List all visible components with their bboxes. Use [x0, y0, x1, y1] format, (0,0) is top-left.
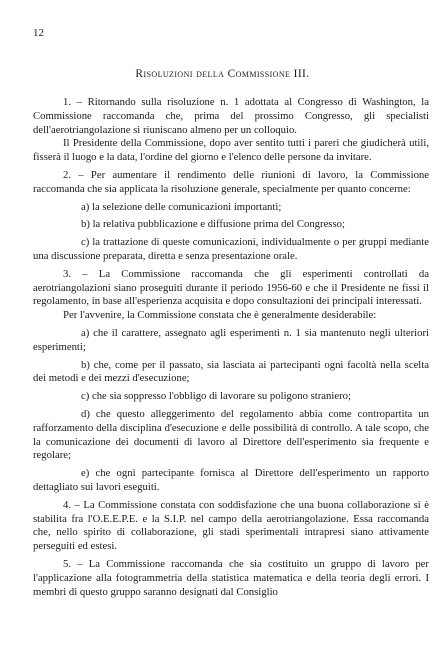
- paragraph-3: 3. – La Commissione raccomanda che gli esperimenti controllati da aerotriangolazioni siano proseguiti durante il periodo 1956-60 e che il Presidente ne fissi il regolamento, in base all'esperienza acquisita e dopo consultazioni dei principali interessati.: [33, 267, 429, 308]
- list-item-3d: d) che questo alleggerimento del regolamento abbia come contropartita un rafforzamento della disciplina d'esecuzione e delle possibilità di controllo. A tale scopo, che la comunicazione dei documenti di lavoro al Direttore dell'esperimento sia frequente e regolare;: [33, 407, 429, 462]
- list-item-3b: b) che, come per il passato, sia lasciata ai partecipanti ogni facoltà nella scelta dei metodi e dei mezzi d'esecuzione;: [33, 358, 429, 385]
- paragraph-1-note: Il Presidente della Commissione, dopo aver sentito tutti i pareri che giudicherà utili, fisserà il luogo e la data, l'ordine del giorno e l'elenco delle persone da invitare.: [33, 137, 429, 164]
- paragraph-3-intro: Per l'avvenire, la Commissione constata che è generalmente desiderabile:: [63, 309, 377, 322]
- page-number: 12: [33, 27, 44, 39]
- document-body: [33, 96, 429, 599]
- paragraph-5: 5. – La Commissione raccomanda che sia costituito un gruppo di lavoro per l'applicazione alla fotogrammetria della statistica matematica e della teoria degli errori. I membri di questo gruppo saranno designati dal Consiglio: [33, 557, 429, 598]
- list-item-3c: c) che sia soppresso l'obbligo di lavorare su poligono straniero;: [81, 390, 351, 403]
- list-item-2a: a) la selezione delle comunicazioni importanti;: [81, 200, 282, 213]
- list-item-2b: b) la relativa pubblicazione e diffusione prima del Congresso;: [81, 218, 345, 231]
- section-title: Risoluzioni della Commissione III.: [135, 68, 310, 80]
- paragraph-4: 4. – La Commissione constata con soddisfazione che una buona collaborazione si è stabilita fra l'O.E.E.P.E. e la S.I.P. nel campo della aerotriangolazione. Essa raccomanda che, nello spirito di collaborazione, gli stadi sperimentali intrapresi siano attivamente perseguiti ed estesi.: [33, 498, 429, 553]
- list-item-2c: c) la trattazione di queste comunicazioni, individualmente o per gruppi mediante una discussione preparata, diretta e senza presentazione orale.: [33, 236, 429, 262]
- paragraph-1: 1. – Ritornando sulla risoluzione n. 1 adottata al Congresso di Washington, la Commissione raccomanda che, prima del prossimo Congresso, gli specialisti dell'aerotriangolazione si riuniscano almeno per un colloquio.: [33, 96, 429, 136]
- list-item-3e: e) che ogni partecipante fornisca al Direttore dell'esperimento un rapporto dettagliato sui lavori eseguiti.: [33, 467, 429, 493]
- paragraph-2: 2. – Per aumentare il rendimento delle riunioni di lavoro, la Commissione raccomanda che sia applicata la risoluzione generale, specialmente per quanto concerne:: [33, 168, 429, 195]
- list-item-3a: a) che il carattere, assegnato agli esperimenti n. 1 sia mantenuto negli ulteriori esperimenti;: [33, 326, 429, 353]
